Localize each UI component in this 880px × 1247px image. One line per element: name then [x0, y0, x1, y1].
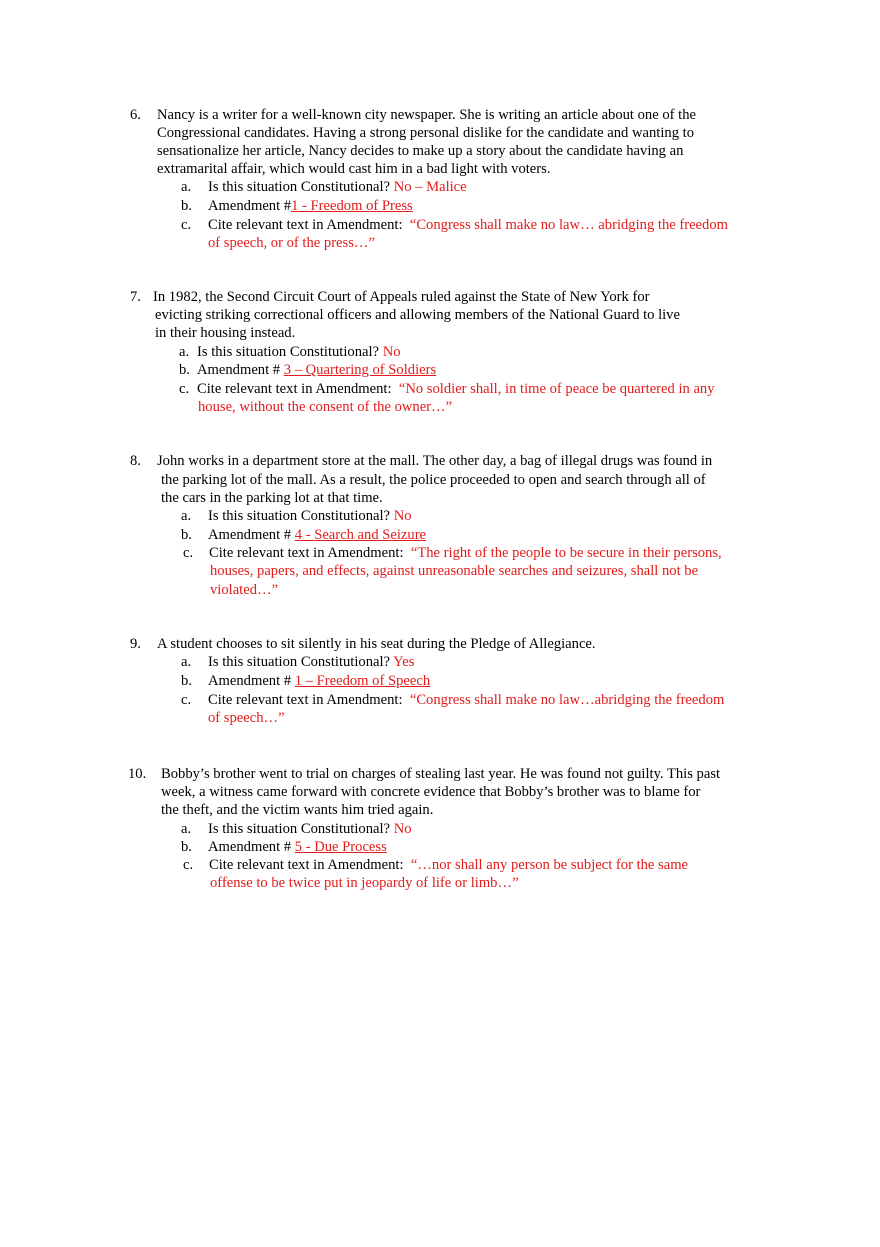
- subquestion-letter: b.: [181, 839, 192, 855]
- subquestion-c: [209, 544, 722, 562]
- subquestion-letter: c.: [181, 692, 192, 708]
- subquestion-c: [197, 380, 715, 398]
- question-text-line: extramarital affair, which would cast him in a bad light with voters.: [157, 161, 551, 177]
- subquestion-c: [208, 216, 728, 234]
- answer-citation: “The right of the people to be secure in their persons,: [410, 545, 722, 561]
- subquestion-prompt: Amendment #: [197, 362, 281, 378]
- subquestion-a: [208, 820, 412, 838]
- subquestion-letter: a.: [181, 179, 192, 195]
- answer-constitutional: No: [393, 821, 412, 837]
- subquestion-letter: b.: [181, 198, 192, 214]
- answer-citation-continued: violated…”: [210, 582, 279, 598]
- answer-amendment: 1 - Freedom of Press: [291, 198, 413, 214]
- answer-amendment: 1 – Freedom of Speech: [294, 673, 431, 689]
- subquestion-prompt: Is this situation Constitutional?: [197, 344, 380, 360]
- question-text-line: sensationalize her article, Nancy decides to make up a story about the candidate having an: [157, 143, 684, 159]
- subquestion-letter: c.: [181, 217, 192, 233]
- answer-citation-continued: of speech, or of the press…”: [208, 235, 375, 251]
- subquestion-letter: c.: [183, 857, 194, 873]
- subquestion-prompt: Cite relevant text in Amendment:: [209, 857, 404, 873]
- subquestion-a: [197, 343, 401, 361]
- answer-citation-continued: of speech…”: [208, 710, 285, 726]
- question-text-line: the parking lot of the mall. As a result, the police proceeded to open and search through all of: [161, 472, 706, 488]
- question-text-line: in their housing instead.: [155, 325, 296, 341]
- subquestion-letter: c.: [179, 381, 190, 397]
- subquestion-prompt: Is this situation Constitutional?: [208, 508, 391, 524]
- subquestion-b: [208, 526, 426, 544]
- answer-citation: “Congress shall make no law… abridging the freedom: [409, 217, 728, 233]
- answer-citation: “Congress shall make no law…abridging the freedom: [409, 692, 725, 708]
- question-text-line: Bobby’s brother went to trial on charges of stealing last year. He was found not guilty. This past: [161, 766, 721, 782]
- subquestion-a: [208, 507, 412, 525]
- subquestion-prompt: Is this situation Constitutional?: [208, 821, 391, 837]
- subquestion-b: [208, 672, 430, 690]
- question-text-line: Nancy is a writer for a well-known city newspaper. She is writing an article about one of the: [157, 107, 696, 123]
- subquestion-prompt: Amendment #: [208, 198, 292, 214]
- answer-constitutional: No – Malice: [393, 179, 467, 195]
- answer-amendment: 4 - Search and Seizure: [294, 527, 427, 543]
- subquestion-prompt: Is this situation Constitutional?: [208, 179, 391, 195]
- answer-constitutional: No: [382, 344, 401, 360]
- question-text-line: John works in a department store at the mall. The other day, a bag of illegal drugs was found in: [157, 453, 713, 469]
- subquestion-a: [208, 653, 414, 671]
- question-number: 9.: [130, 636, 141, 652]
- question-text-line: A student chooses to sit silently in his seat during the Pledge of Allegiance.: [157, 636, 596, 652]
- subquestion-letter: a.: [181, 821, 192, 837]
- subquestion-letter: a.: [181, 654, 192, 670]
- subquestion-prompt: Amendment #: [208, 673, 292, 689]
- subquestion-c: [208, 691, 724, 709]
- subquestion-letter: b.: [179, 362, 190, 378]
- answer-amendment: 3 – Quartering of Soldiers: [283, 362, 437, 378]
- subquestion-prompt: Cite relevant text in Amendment:: [209, 545, 404, 561]
- question-text-line: evicting striking correctional officers and allowing members of the National Guard to live: [155, 307, 680, 323]
- subquestion-a: [208, 178, 467, 196]
- answer-citation: “…nor shall any person be subject for the same: [410, 857, 689, 873]
- question-number: 10.: [128, 766, 147, 782]
- subquestion-prompt: Cite relevant text in Amendment:: [208, 217, 403, 233]
- subquestion-letter: b.: [181, 527, 192, 543]
- subquestion-letter: c.: [183, 545, 194, 561]
- question-text-line: In 1982, the Second Circuit Court of Appeals ruled against the State of New York for: [153, 289, 650, 305]
- subquestion-b: [208, 197, 413, 215]
- subquestion-prompt: Cite relevant text in Amendment:: [197, 381, 392, 397]
- subquestion-letter: a.: [179, 344, 190, 360]
- answer-citation-continued: offense to be twice put in jeopardy of life or limb…”: [210, 875, 519, 891]
- subquestion-prompt: Cite relevant text in Amendment:: [208, 692, 403, 708]
- question-number: 8.: [130, 453, 141, 469]
- answer-citation-continued: houses, papers, and effects, against unreasonable searches and seizures, shall not be: [210, 563, 699, 579]
- answer-amendment: 5 - Due Process: [294, 839, 387, 855]
- subquestion-b: [208, 838, 387, 856]
- question-number: 7.: [130, 289, 141, 305]
- subquestion-letter: a.: [181, 508, 192, 524]
- subquestion-prompt: Amendment #: [208, 527, 292, 543]
- subquestion-c: [209, 856, 688, 874]
- question-text-line: week, a witness came forward with concrete evidence that Bobby’s brother was to blame for: [161, 784, 701, 800]
- question-number: 6.: [130, 107, 141, 123]
- subquestion-prompt: Amendment #: [208, 839, 292, 855]
- subquestion-b: [197, 361, 436, 379]
- question-text-line: the theft, and the victim wants him tried again.: [161, 802, 434, 818]
- question-text-line: Congressional candidates. Having a strong personal dislike for the candidate and wanting to: [157, 125, 694, 141]
- answer-constitutional: No: [393, 508, 412, 524]
- subquestion-prompt: Is this situation Constitutional?: [208, 654, 391, 670]
- answer-citation: “No soldier shall, in time of peace be quartered in any: [398, 381, 715, 397]
- answer-constitutional: Yes: [393, 654, 415, 670]
- answer-citation-continued: house, without the consent of the owner…”: [198, 399, 453, 415]
- subquestion-letter: b.: [181, 673, 192, 689]
- question-text-line: the cars in the parking lot at that time.: [161, 490, 383, 506]
